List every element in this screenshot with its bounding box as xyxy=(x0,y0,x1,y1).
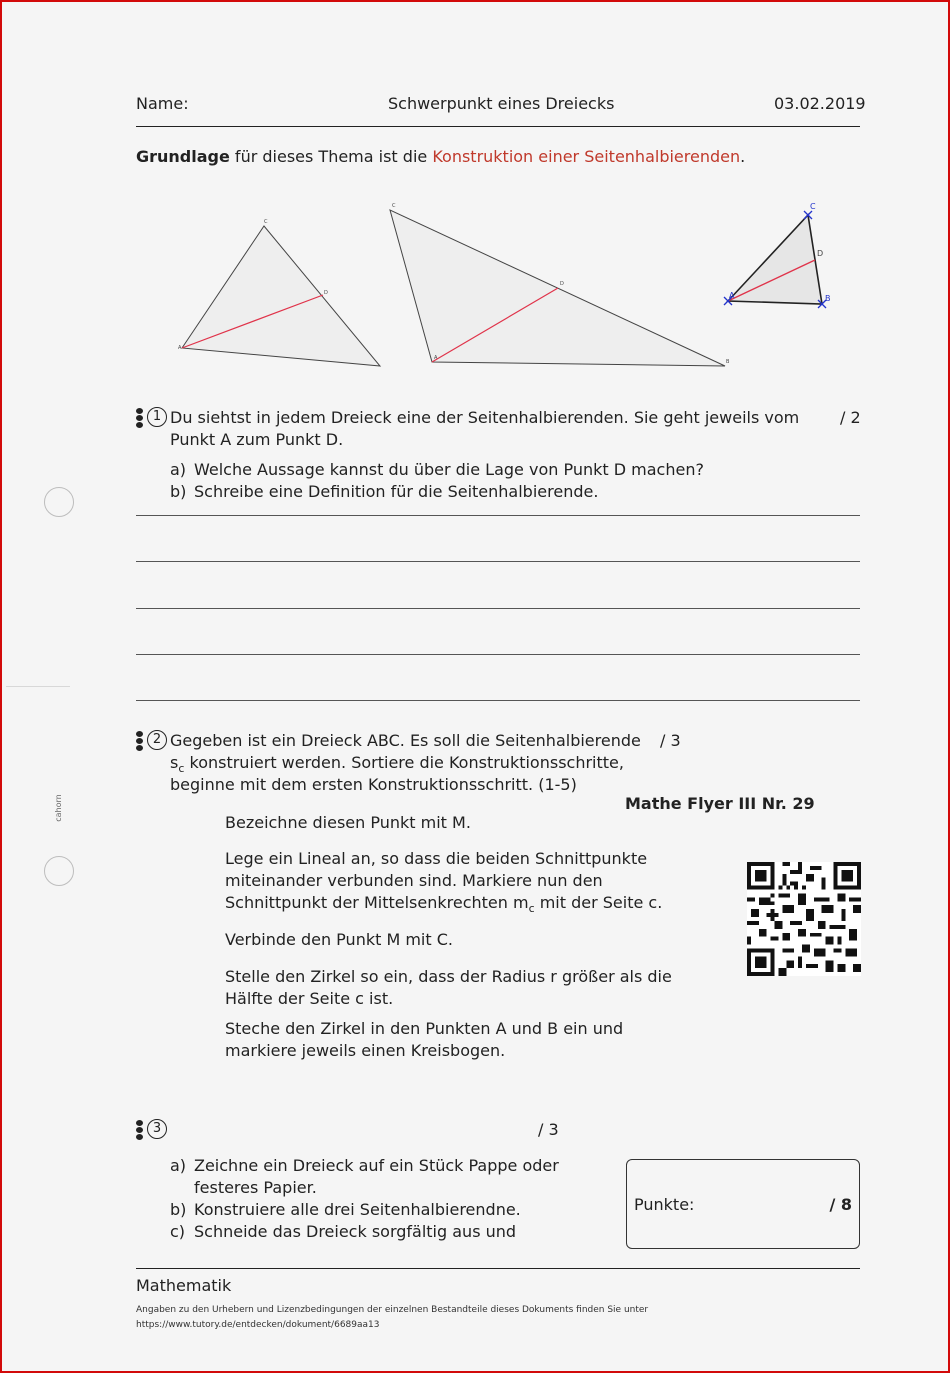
item-text: Schreibe eine Definition für die Seitenhalbierende. xyxy=(194,482,599,501)
page-title: Schwerpunkt eines Dreiecks xyxy=(388,94,615,113)
step-ruler-2: miteinander verbunden sind. Markiere nun den xyxy=(225,871,603,890)
task-1-item-a xyxy=(170,459,770,481)
tri2-label-a: A xyxy=(434,355,438,361)
task-1-icon xyxy=(136,407,168,429)
task-1-line1: Du siehtst in jedem Dreieck eine der Seitenhalbierenden. Sie geht jeweils vom xyxy=(170,408,800,427)
date: 03.02.2019 xyxy=(774,94,866,113)
footer-rule xyxy=(136,1268,860,1269)
task-1-item-b xyxy=(170,481,770,503)
writing-line[interactable] xyxy=(136,515,860,516)
item-text: Konstruiere alle drei Seitenhalbierendne. xyxy=(194,1200,521,1219)
tri1-label-d: D xyxy=(324,290,328,296)
step-ruler-3 xyxy=(225,892,662,914)
step-compass-1: Stelle den Zirkel so ein, dass der Radius r größer als die xyxy=(225,967,672,986)
name-label: Name: xyxy=(136,94,189,113)
score-box xyxy=(626,1159,860,1249)
item-label: b) xyxy=(170,1200,187,1219)
sc-symbol: s xyxy=(170,753,179,772)
sc-subscript: c xyxy=(178,762,185,775)
task-3-icon xyxy=(136,1119,168,1141)
tri1-label-c: C xyxy=(264,219,268,225)
footer-link[interactable]: https://www.tutory.de/entdecken/dokument/6689aa13 xyxy=(136,1320,380,1330)
task-3-items xyxy=(170,1155,590,1247)
intro-text: für dieses Thema ist die xyxy=(229,147,433,166)
triangle-2 xyxy=(390,203,730,366)
item-text: Schneide das Dreieck sorgfältig aus und xyxy=(194,1222,517,1241)
item-text: Welche Aussage kannst du über die Lage von Punkt D machen? xyxy=(194,460,704,479)
item-label: c) xyxy=(170,1222,186,1241)
task-2-icon xyxy=(136,730,168,752)
footer-subject: Mathematik xyxy=(136,1276,232,1295)
task-3-item-c xyxy=(170,1221,590,1243)
task-2-line3: beginne mit dem ersten Konstruktionsschritt. (1-5) xyxy=(170,775,577,794)
tri3-label-b: B xyxy=(825,294,831,303)
writing-line[interactable] xyxy=(136,700,860,701)
task-3-item-b xyxy=(170,1199,590,1221)
qr-code[interactable] xyxy=(747,861,861,977)
item-label: a) xyxy=(170,460,187,479)
item-text-2: festeres Papier. xyxy=(194,1178,317,1197)
step-arcs-2: markiere jeweils einen Kreisbogen. xyxy=(225,1041,506,1060)
footer-note: Angaben zu den Urhebern und Lizenzbedingungen der einzelnen Bestandteile dieses Dokuments finden Sie unter xyxy=(136,1305,649,1315)
task-3-points: / 3 xyxy=(538,1120,559,1139)
tri3-label-a: A xyxy=(729,291,735,300)
tri2-label-c: C xyxy=(392,203,396,209)
item-label: b) xyxy=(170,482,187,501)
triangle-figures xyxy=(2,2,948,402)
punch-hole-bottom xyxy=(44,856,74,886)
tri1-label-a: A xyxy=(178,345,182,351)
task-3-number: 3 xyxy=(147,1119,167,1139)
fold-mark xyxy=(6,686,70,687)
step-text-rest: mit der Seite c. xyxy=(534,893,663,912)
task-3-item-a xyxy=(170,1155,590,1199)
task-2-number: 2 xyxy=(147,730,167,750)
task-1-number: 1 xyxy=(147,407,167,427)
triangle-3 xyxy=(724,202,831,308)
task-2-points: / 3 xyxy=(660,731,681,750)
flyer-title: Mathe Flyer III Nr. 29 xyxy=(625,794,815,813)
task-1-line2: Punkt A zum Punkt D. xyxy=(170,430,344,449)
step-connect: Verbinde den Punkt M mit C. xyxy=(225,930,453,949)
task-1-points: / 2 xyxy=(840,408,861,427)
score-value: / 8 xyxy=(829,1195,852,1214)
task-2-line2 xyxy=(170,752,624,774)
writing-line[interactable] xyxy=(136,654,860,655)
tri2-label-d: D xyxy=(560,281,564,287)
step-compass-2: Hälfte der Seite c ist. xyxy=(225,989,394,1008)
intro-bold: Grundlage xyxy=(136,147,230,166)
step-label-point: Bezeichne diesen Punkt mit M. xyxy=(225,813,471,832)
intro-link[interactable]: Konstruktion einer Seitenhalbierenden xyxy=(432,147,741,166)
step-ruler-1: Lege ein Lineal an, so dass die beiden Schnittpunkte xyxy=(225,849,648,868)
task-2-line2-rest: konstruiert werden. Sortiere die Konstruktionsschritte, xyxy=(184,753,624,772)
item-label: a) xyxy=(170,1156,187,1175)
score-label: Punkte: xyxy=(634,1195,695,1214)
intro-end: . xyxy=(740,147,746,166)
mc-subscript: c xyxy=(528,902,535,915)
punch-hole-top xyxy=(44,487,74,517)
step-text: Schnittpunkt der Mittelsenkrechten m xyxy=(225,893,529,912)
step-arcs-1: Steche den Zirkel in den Punkten A und B ein und xyxy=(225,1019,624,1038)
tri2-label-b: B xyxy=(726,359,730,365)
writing-line[interactable] xyxy=(136,608,860,609)
tri3-label-d: D xyxy=(817,249,824,258)
writing-line[interactable] xyxy=(136,561,860,562)
tri3-label-c: C xyxy=(810,202,816,211)
side-brand: cahorn xyxy=(54,794,63,822)
task-2-line1: Gegeben ist ein Dreieck ABC. Es soll die Seitenhalbierende xyxy=(170,731,641,750)
triangle-1 xyxy=(178,219,380,366)
item-text: Zeichne ein Dreieck auf ein Stück Pappe oder xyxy=(194,1156,559,1175)
